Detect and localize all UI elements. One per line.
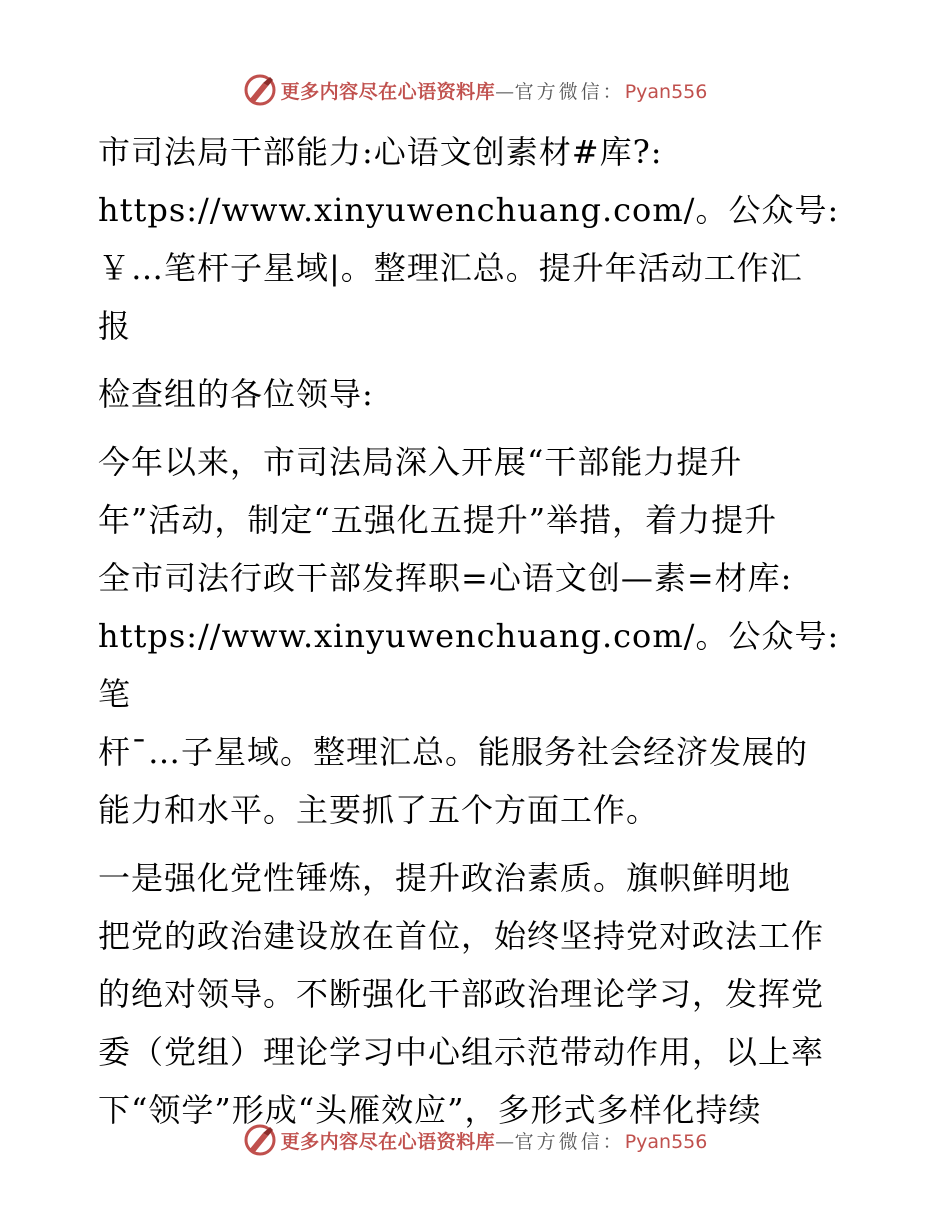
- watermark-text: 更多内容尽在心语资料库—官方微信：Pyan556: [280, 80, 708, 103]
- footer-watermark: [0, 1120, 950, 1160]
- watermark-text: 更多内容尽在心语资料库—官方微信：Pyan556: [280, 1130, 708, 1153]
- paragraph-title: 市司法局干部能力:心语文创素材#库?: https://www.xinyuwenchuang.com/。公众号: ￥…笔杆子星域|。整理汇总。提升年活动工作汇 报: [98, 133, 840, 345]
- document-body: [98, 123, 858, 1149]
- paragraph-point-one: 一是强化党性锤炼，提升政治素质。旗帜鲜明地 把党的政治建设放在首位，始终坚持党对政法工作 的绝对领导。不断强化干部政治理论学习，发挥党 委（党组）理论学习中心组示范带动作用，以上率 下“领学”形成“头雁效应”，多形式多样化持续: [98, 859, 825, 1129]
- paragraph-intro: 今年以来，市司法局深入开展“干部能力提升 年”活动，制定“五强化五提升”举措，着力提升 全市司法行政干部发挥职=心语文创—素=材库: https://www.xinyuwenchuang.com/。公众号: 笔 杆¯…子星域。整理汇总。能服务社会经济发展的 能力和水平。主要抓了五个方面工作。: [98, 443, 840, 829]
- header-watermark: [0, 70, 950, 110]
- brush-logo-icon: [243, 73, 277, 107]
- paragraph-salutation: 检查组的各位领导:: [98, 375, 374, 413]
- brush-logo-icon: [243, 1123, 277, 1157]
